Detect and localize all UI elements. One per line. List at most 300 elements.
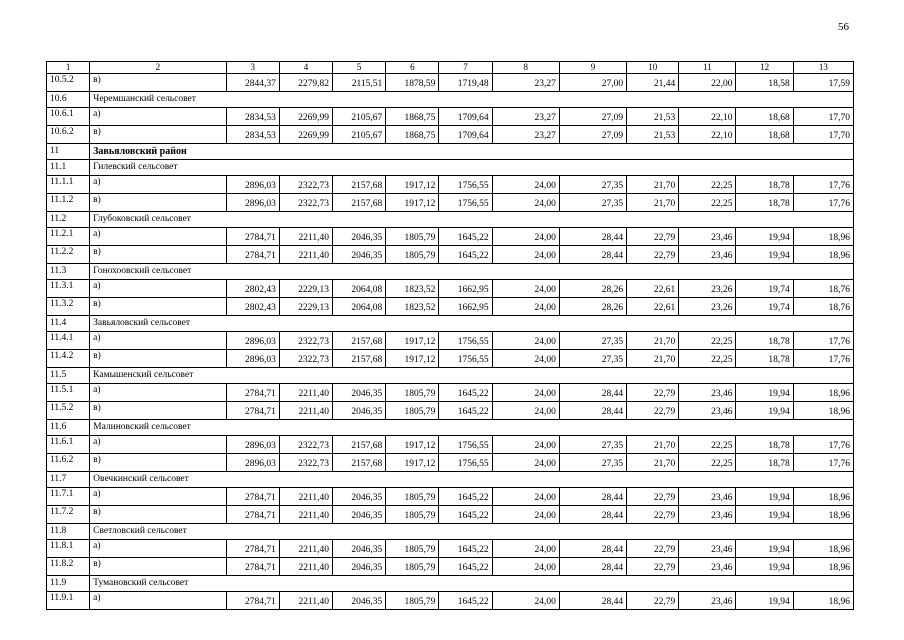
column-number: 2 [90, 62, 227, 74]
row-code: 11.5.1 [47, 384, 90, 402]
row-code: 11.1.2 [47, 194, 90, 212]
value-cell: 1917,12 [386, 454, 439, 472]
value-cell: 22,61 [627, 298, 679, 316]
value-cell: 1805,79 [386, 506, 439, 524]
value-cell: 28,44 [559, 540, 626, 558]
value-cell: 18,68 [736, 108, 793, 126]
value-cell: 2322,73 [279, 436, 332, 454]
value-cell: 2157,68 [333, 436, 386, 454]
value-cell: 18,78 [736, 454, 793, 472]
value-cell: 23,46 [679, 506, 736, 524]
value-cell: 22,79 [627, 558, 679, 576]
group-title: Тумановский сельсовет [90, 576, 854, 592]
value-cell: 17,76 [793, 454, 853, 472]
value-cell: 2322,73 [279, 194, 332, 212]
table-row [47, 436, 854, 454]
row-label: в) [90, 350, 227, 368]
value-cell: 2784,71 [226, 506, 279, 524]
value-cell: 24,00 [492, 280, 559, 298]
row-label: а) [90, 488, 227, 506]
value-cell: 1645,22 [439, 540, 492, 558]
value-cell: 24,00 [492, 228, 559, 246]
value-cell: 24,00 [492, 558, 559, 576]
value-cell: 2896,03 [226, 194, 279, 212]
value-cell: 17,76 [793, 332, 853, 350]
value-cell: 19,74 [736, 298, 793, 316]
tariff-table [46, 61, 854, 610]
value-cell: 23,46 [679, 488, 736, 506]
value-cell: 1756,55 [439, 454, 492, 472]
row-code: 11.8.1 [47, 540, 90, 558]
value-cell: 2269,99 [279, 108, 332, 126]
value-cell: 21,70 [627, 350, 679, 368]
value-cell: 1645,22 [439, 228, 492, 246]
value-cell: 22,79 [627, 402, 679, 420]
value-cell: 19,94 [736, 506, 793, 524]
column-number: 6 [386, 62, 439, 74]
value-cell: 18,96 [793, 402, 853, 420]
page-number: 56 [838, 21, 849, 33]
value-cell: 1645,22 [439, 488, 492, 506]
value-cell: 23,46 [679, 384, 736, 402]
council-row [47, 92, 854, 108]
value-cell: 1645,22 [439, 592, 492, 610]
row-label: в) [90, 246, 227, 264]
table-row [47, 246, 854, 264]
value-cell: 2784,71 [226, 246, 279, 264]
group-title: Овечкинский сельсовет [90, 472, 854, 488]
row-code: 11.6.2 [47, 454, 90, 472]
value-cell: 1917,12 [386, 194, 439, 212]
row-label: в) [90, 402, 227, 420]
value-cell: 24,00 [492, 194, 559, 212]
value-cell: 27,35 [559, 176, 626, 194]
row-code: 11.3.2 [47, 298, 90, 316]
value-cell: 1805,79 [386, 592, 439, 610]
value-cell: 18,96 [793, 592, 853, 610]
value-cell: 24,00 [492, 176, 559, 194]
row-code: 11.8.2 [47, 558, 90, 576]
value-cell: 22,61 [627, 280, 679, 298]
value-cell: 2269,99 [279, 126, 332, 144]
value-cell: 27,09 [559, 126, 626, 144]
row-code: 11.6 [47, 420, 90, 436]
value-cell: 21,53 [627, 108, 679, 126]
value-cell: 18,78 [736, 436, 793, 454]
value-cell: 18,96 [793, 558, 853, 576]
value-cell: 18,96 [793, 488, 853, 506]
value-cell: 2784,71 [226, 384, 279, 402]
value-cell: 1756,55 [439, 194, 492, 212]
value-cell: 2834,53 [226, 108, 279, 126]
value-cell: 23,46 [679, 540, 736, 558]
value-cell: 2211,40 [279, 558, 332, 576]
value-cell: 22,10 [679, 108, 736, 126]
row-code: 11.2 [47, 212, 90, 228]
council-row [47, 576, 854, 592]
group-title: Черемшанский сельсовет [90, 92, 854, 108]
value-cell: 21,70 [627, 332, 679, 350]
column-number: 10 [627, 62, 679, 74]
value-cell: 18,96 [793, 384, 853, 402]
value-cell: 2157,68 [333, 350, 386, 368]
value-cell: 1756,55 [439, 436, 492, 454]
region-row [47, 144, 854, 160]
group-title: Глубоковский сельсовет [90, 212, 854, 228]
value-cell: 28,44 [559, 506, 626, 524]
value-cell: 23,26 [679, 298, 736, 316]
row-code: 11.4.2 [47, 350, 90, 368]
value-cell: 1805,79 [386, 488, 439, 506]
value-cell: 23,46 [679, 246, 736, 264]
value-cell: 1878,59 [386, 74, 439, 92]
value-cell: 2834,53 [226, 126, 279, 144]
group-title: Светловский сельсовет [90, 524, 854, 540]
table-row [47, 506, 854, 524]
value-cell: 28,26 [559, 280, 626, 298]
table-row [47, 332, 854, 350]
value-cell: 24,00 [492, 384, 559, 402]
value-cell: 2896,03 [226, 332, 279, 350]
value-cell: 2896,03 [226, 454, 279, 472]
table-row [47, 592, 854, 610]
table-row [47, 558, 854, 576]
value-cell: 23,27 [492, 74, 559, 92]
value-cell: 27,35 [559, 454, 626, 472]
value-cell: 2896,03 [226, 350, 279, 368]
row-label: а) [90, 332, 227, 350]
value-cell: 18,96 [793, 246, 853, 264]
value-cell: 23,26 [679, 280, 736, 298]
value-cell: 1645,22 [439, 558, 492, 576]
value-cell: 19,94 [736, 228, 793, 246]
value-cell: 22,79 [627, 228, 679, 246]
value-cell: 19,94 [736, 558, 793, 576]
value-cell: 28,26 [559, 298, 626, 316]
row-label: а) [90, 280, 227, 298]
value-cell: 22,25 [679, 436, 736, 454]
value-cell: 2211,40 [279, 488, 332, 506]
value-cell: 1709,64 [439, 126, 492, 144]
column-number: 1 [47, 62, 90, 74]
row-label: в) [90, 454, 227, 472]
row-label: а) [90, 436, 227, 454]
row-label: в) [90, 74, 227, 92]
value-cell: 2844,37 [226, 74, 279, 92]
table-row [47, 488, 854, 506]
group-title: Гонохоовский сельсовет [90, 264, 854, 280]
value-cell: 28,44 [559, 488, 626, 506]
group-title: Завьяловский сельсовет [90, 316, 854, 332]
column-number: 3 [226, 62, 279, 74]
value-cell: 2046,35 [333, 384, 386, 402]
value-cell: 1645,22 [439, 506, 492, 524]
row-code: 11.6.1 [47, 436, 90, 454]
value-cell: 1917,12 [386, 350, 439, 368]
value-cell: 21,70 [627, 454, 679, 472]
row-label: в) [90, 506, 227, 524]
value-cell: 17,76 [793, 194, 853, 212]
value-cell: 23,46 [679, 402, 736, 420]
value-cell: 22,79 [627, 246, 679, 264]
value-cell: 24,00 [492, 298, 559, 316]
value-cell: 1805,79 [386, 402, 439, 420]
row-label: в) [90, 558, 227, 576]
value-cell: 21,70 [627, 194, 679, 212]
value-cell: 23,27 [492, 126, 559, 144]
council-row [47, 160, 854, 176]
group-title: Завьяловский район [90, 144, 854, 160]
column-number: 13 [793, 62, 853, 74]
value-cell: 18,96 [793, 228, 853, 246]
value-cell: 2105,67 [333, 126, 386, 144]
value-cell: 1805,79 [386, 228, 439, 246]
value-cell: 22,25 [679, 194, 736, 212]
value-cell: 2064,08 [333, 280, 386, 298]
table-row [47, 384, 854, 402]
row-code: 11 [47, 144, 90, 160]
value-cell: 18,78 [736, 332, 793, 350]
value-cell: 21,53 [627, 126, 679, 144]
row-code: 11.3 [47, 264, 90, 280]
row-code: 11.8 [47, 524, 90, 540]
value-cell: 2802,43 [226, 280, 279, 298]
value-cell: 2211,40 [279, 402, 332, 420]
value-cell: 1709,64 [439, 108, 492, 126]
value-cell: 2896,03 [226, 436, 279, 454]
table-row [47, 228, 854, 246]
value-cell: 2896,03 [226, 176, 279, 194]
table-row [47, 540, 854, 558]
value-cell: 19,74 [736, 280, 793, 298]
value-cell: 1756,55 [439, 332, 492, 350]
value-cell: 17,59 [793, 74, 853, 92]
value-cell: 24,00 [492, 488, 559, 506]
value-cell: 24,00 [492, 350, 559, 368]
council-row [47, 368, 854, 384]
value-cell: 28,44 [559, 246, 626, 264]
row-code: 11.2.1 [47, 228, 90, 246]
value-cell: 27,35 [559, 436, 626, 454]
value-cell: 18,58 [736, 74, 793, 92]
column-number: 5 [333, 62, 386, 74]
value-cell: 2279,82 [279, 74, 332, 92]
group-title: Камышенский сельсовет [90, 368, 854, 384]
column-number: 12 [736, 62, 793, 74]
value-cell: 19,94 [736, 384, 793, 402]
table-row [47, 108, 854, 126]
row-code: 11.1 [47, 160, 90, 176]
value-cell: 2211,40 [279, 246, 332, 264]
row-code: 11.3.1 [47, 280, 90, 298]
row-label: а) [90, 176, 227, 194]
value-cell: 1917,12 [386, 176, 439, 194]
row-label: а) [90, 540, 227, 558]
value-cell: 1868,75 [386, 126, 439, 144]
value-cell: 22,00 [679, 74, 736, 92]
row-label: а) [90, 592, 227, 610]
value-cell: 24,00 [492, 592, 559, 610]
value-cell: 24,00 [492, 540, 559, 558]
value-cell: 1917,12 [386, 436, 439, 454]
table-row [47, 126, 854, 144]
value-cell: 19,94 [736, 402, 793, 420]
value-cell: 2115,51 [333, 74, 386, 92]
value-cell: 1823,52 [386, 280, 439, 298]
value-cell: 28,44 [559, 558, 626, 576]
value-cell: 23,27 [492, 108, 559, 126]
table-row [47, 280, 854, 298]
value-cell: 2322,73 [279, 176, 332, 194]
row-code: 11.5.2 [47, 402, 90, 420]
row-label: в) [90, 126, 227, 144]
row-label: а) [90, 228, 227, 246]
value-cell: 2211,40 [279, 506, 332, 524]
row-code: 11.2.2 [47, 246, 90, 264]
value-cell: 18,76 [793, 298, 853, 316]
value-cell: 22,10 [679, 126, 736, 144]
value-cell: 2322,73 [279, 454, 332, 472]
value-cell: 2157,68 [333, 454, 386, 472]
value-cell: 2211,40 [279, 592, 332, 610]
value-cell: 21,70 [627, 436, 679, 454]
table-row [47, 350, 854, 368]
value-cell: 2157,68 [333, 332, 386, 350]
value-cell: 1645,22 [439, 246, 492, 264]
value-cell: 1805,79 [386, 558, 439, 576]
row-code: 11.9.1 [47, 592, 90, 610]
value-cell: 18,68 [736, 126, 793, 144]
value-cell: 2229,13 [279, 298, 332, 316]
value-cell: 2046,35 [333, 558, 386, 576]
column-number: 11 [679, 62, 736, 74]
value-cell: 28,44 [559, 402, 626, 420]
value-cell: 1645,22 [439, 402, 492, 420]
value-cell: 23,46 [679, 558, 736, 576]
value-cell: 2322,73 [279, 350, 332, 368]
column-number: 7 [439, 62, 492, 74]
value-cell: 2784,71 [226, 592, 279, 610]
value-cell: 23,46 [679, 228, 736, 246]
value-cell: 22,79 [627, 506, 679, 524]
value-cell: 1645,22 [439, 384, 492, 402]
value-cell: 22,79 [627, 592, 679, 610]
value-cell: 1917,12 [386, 332, 439, 350]
value-cell: 2064,08 [333, 298, 386, 316]
column-number: 8 [492, 62, 559, 74]
table-row [47, 298, 854, 316]
value-cell: 1662,95 [439, 298, 492, 316]
row-code: 11.7.1 [47, 488, 90, 506]
council-row [47, 264, 854, 280]
value-cell: 1756,55 [439, 350, 492, 368]
row-label: а) [90, 108, 227, 126]
table-row [47, 194, 854, 212]
row-code: 11.7.2 [47, 506, 90, 524]
row-code: 11.4 [47, 316, 90, 332]
value-cell: 17,70 [793, 126, 853, 144]
value-cell: 19,94 [736, 592, 793, 610]
group-title: Гилевский сельсовет [90, 160, 854, 176]
value-cell: 18,96 [793, 540, 853, 558]
value-cell: 1805,79 [386, 540, 439, 558]
group-title: Малиновский сельсовет [90, 420, 854, 436]
value-cell: 21,44 [627, 74, 679, 92]
table-row [47, 74, 854, 92]
value-cell: 28,44 [559, 384, 626, 402]
value-cell: 19,94 [736, 488, 793, 506]
row-label: в) [90, 194, 227, 212]
value-cell: 27,35 [559, 350, 626, 368]
value-cell: 2046,35 [333, 228, 386, 246]
row-code: 11.1.1 [47, 176, 90, 194]
value-cell: 18,96 [793, 506, 853, 524]
value-cell: 2322,73 [279, 332, 332, 350]
row-code: 10.6.1 [47, 108, 90, 126]
value-cell: 19,94 [736, 246, 793, 264]
value-cell: 28,44 [559, 592, 626, 610]
row-label: а) [90, 384, 227, 402]
value-cell: 23,46 [679, 592, 736, 610]
row-code: 11.7 [47, 472, 90, 488]
row-code: 10.5.2 [47, 74, 90, 92]
table-row [47, 402, 854, 420]
value-cell: 2211,40 [279, 540, 332, 558]
value-cell: 22,79 [627, 384, 679, 402]
value-cell: 22,25 [679, 176, 736, 194]
value-cell: 18,78 [736, 176, 793, 194]
council-row [47, 524, 854, 540]
value-cell: 22,25 [679, 350, 736, 368]
value-cell: 1823,52 [386, 298, 439, 316]
value-cell: 17,70 [793, 108, 853, 126]
value-cell: 17,76 [793, 350, 853, 368]
value-cell: 2802,43 [226, 298, 279, 316]
value-cell: 2211,40 [279, 228, 332, 246]
value-cell: 27,00 [559, 74, 626, 92]
value-cell: 24,00 [492, 506, 559, 524]
council-row [47, 420, 854, 436]
value-cell: 2046,35 [333, 488, 386, 506]
value-cell: 1868,75 [386, 108, 439, 126]
value-cell: 22,79 [627, 540, 679, 558]
row-code: 11.9 [47, 576, 90, 592]
value-cell: 2046,35 [333, 592, 386, 610]
value-cell: 2105,67 [333, 108, 386, 126]
table-body [47, 62, 854, 610]
row-code: 11.4.1 [47, 332, 90, 350]
value-cell: 24,00 [492, 436, 559, 454]
value-cell: 2046,35 [333, 402, 386, 420]
council-row [47, 472, 854, 488]
value-cell: 1662,95 [439, 280, 492, 298]
value-cell: 2046,35 [333, 246, 386, 264]
value-cell: 2784,71 [226, 540, 279, 558]
value-cell: 27,09 [559, 108, 626, 126]
row-code: 10.6.2 [47, 126, 90, 144]
value-cell: 22,25 [679, 454, 736, 472]
value-cell: 2211,40 [279, 384, 332, 402]
value-cell: 28,44 [559, 228, 626, 246]
column-number: 4 [279, 62, 332, 74]
value-cell: 18,78 [736, 350, 793, 368]
value-cell: 2157,68 [333, 176, 386, 194]
value-cell: 27,35 [559, 194, 626, 212]
value-cell: 24,00 [492, 454, 559, 472]
value-cell: 18,76 [793, 280, 853, 298]
table-row [47, 454, 854, 472]
value-cell: 24,00 [492, 332, 559, 350]
